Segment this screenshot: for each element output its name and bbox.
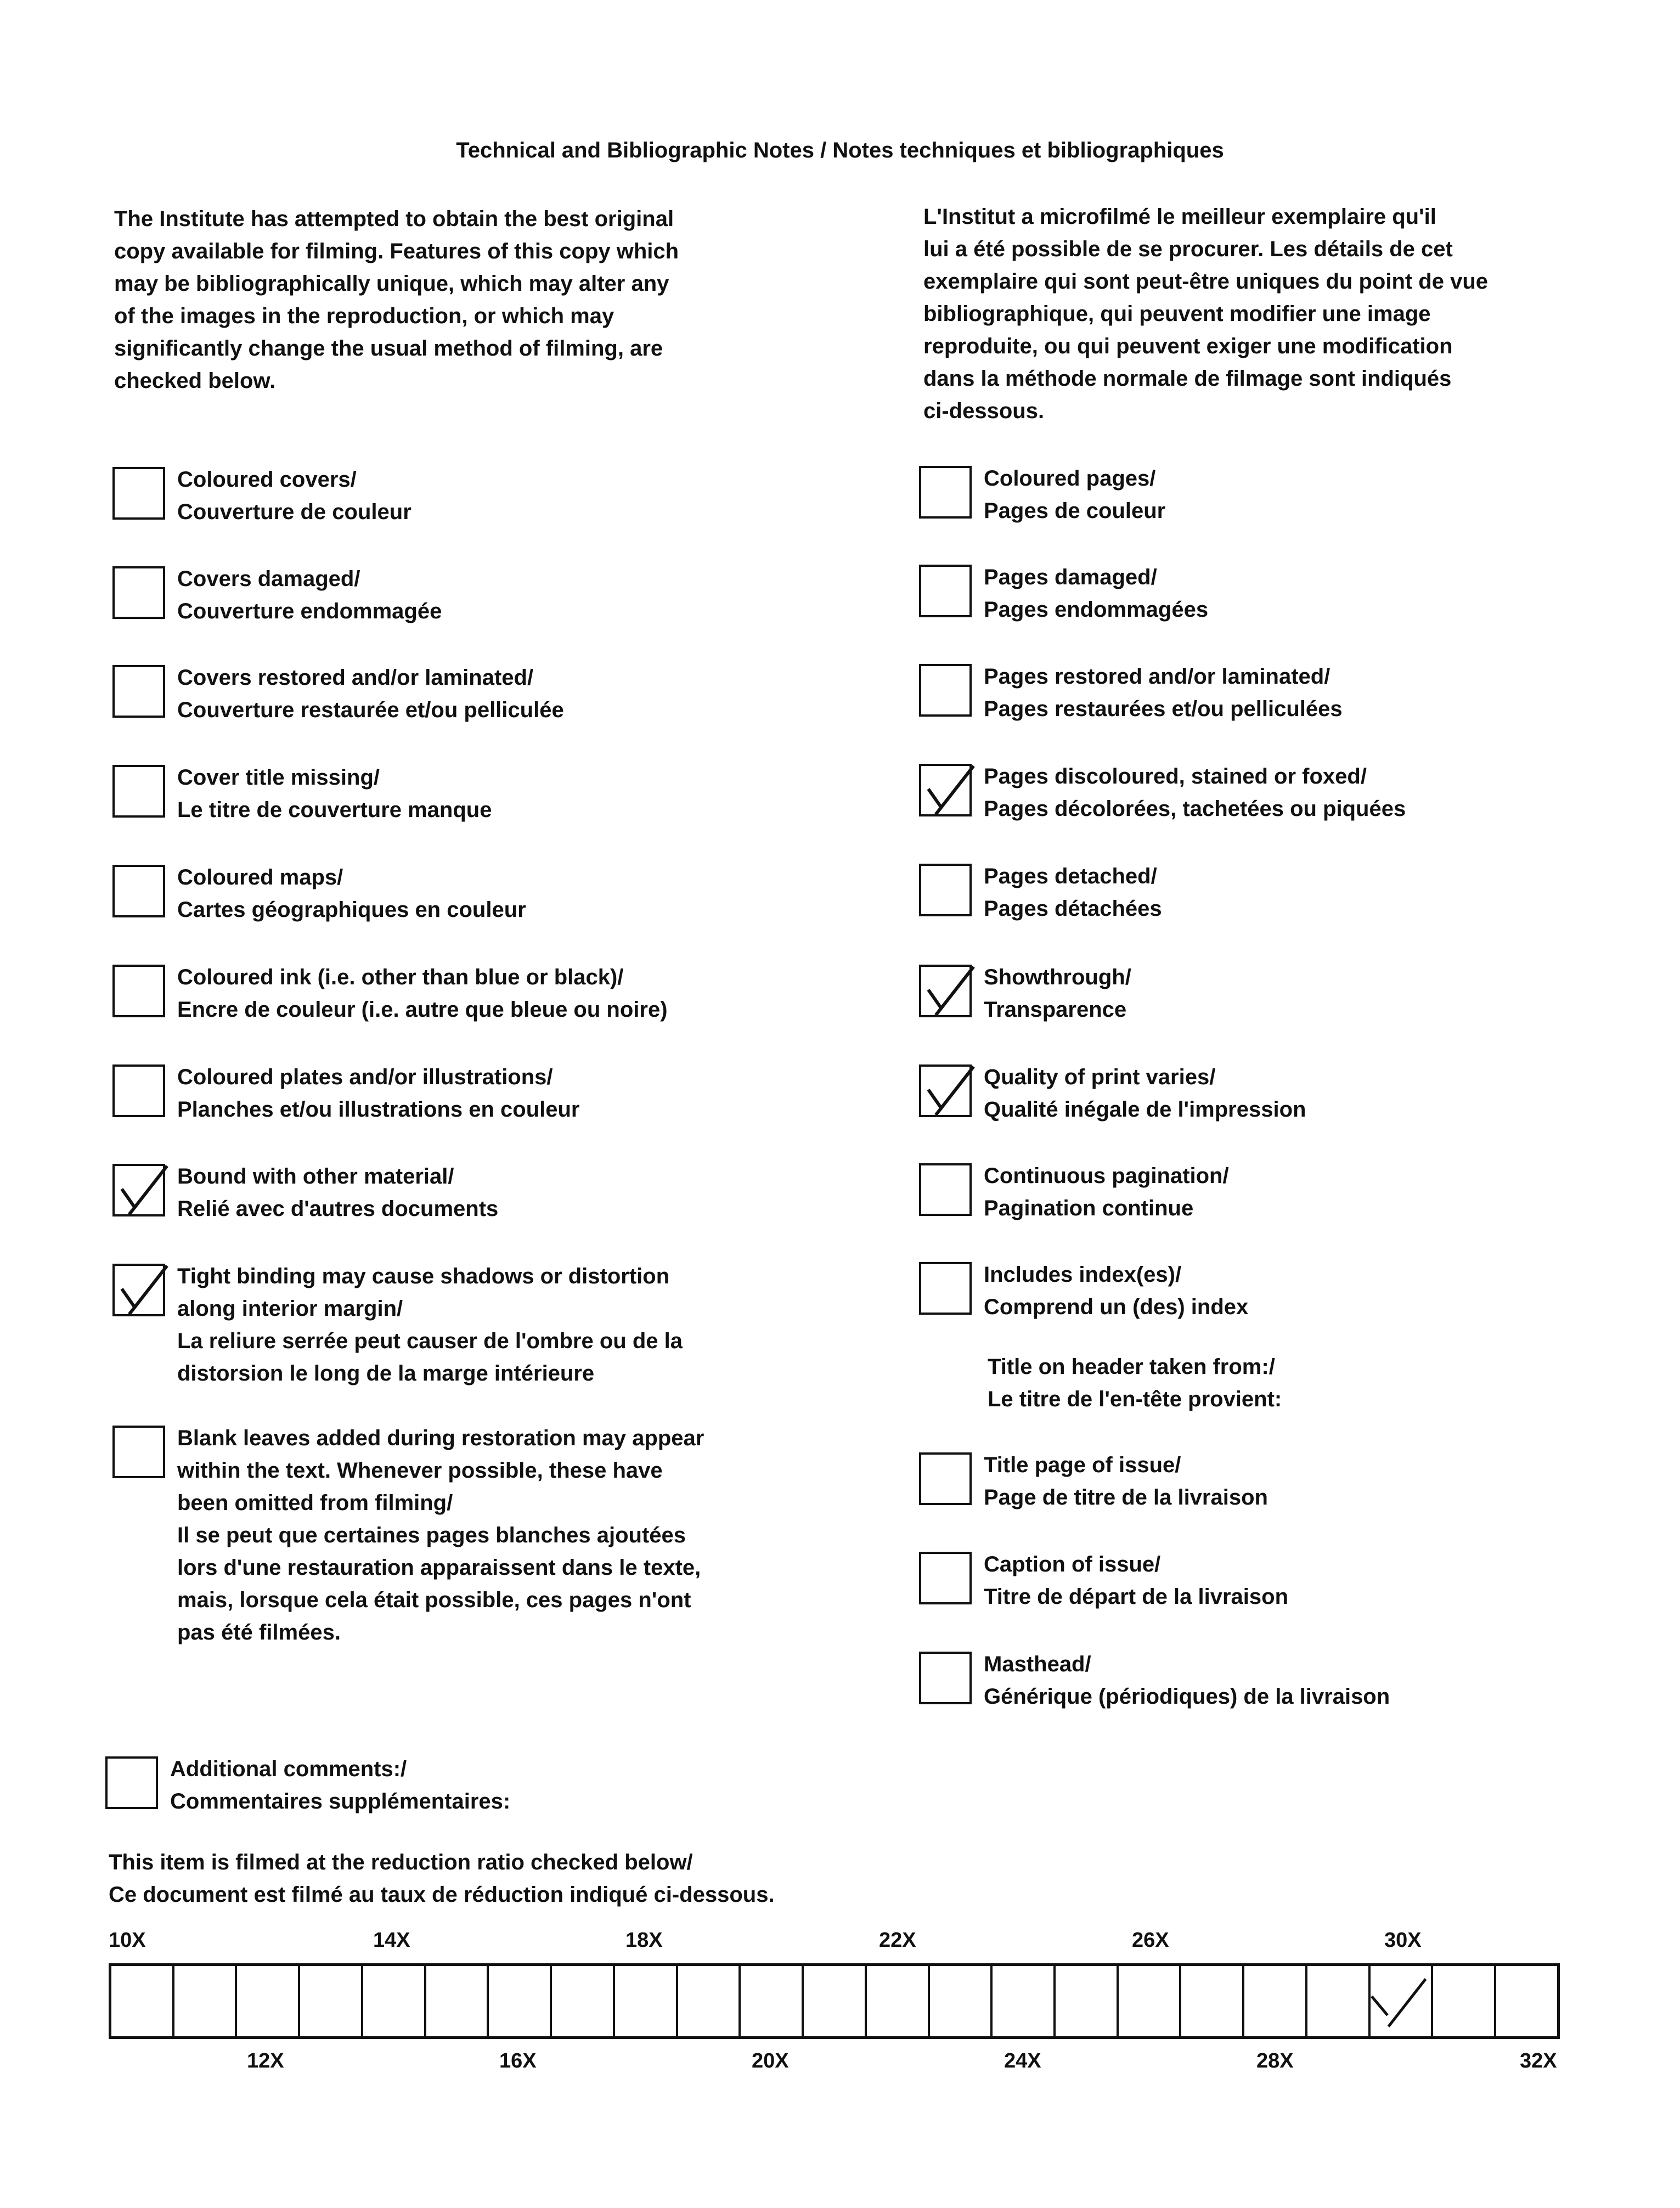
ratio-cell[interactable] — [426, 1966, 489, 2036]
ratio-cell[interactable] — [678, 1966, 741, 2036]
additional-comments-checkbox[interactable] — [105, 1756, 158, 1809]
checklist-label: Continuous pagination/ Pagination continue — [984, 1164, 1229, 1220]
ratio-label: 26X — [1132, 1929, 1169, 1952]
reduction-ratio-strip — [109, 1963, 1560, 2039]
checklist-label: Pages restored and/or laminated/ Pages restaurées et/ou pelliculées — [984, 664, 1343, 721]
checkbox[interactable] — [919, 1452, 972, 1505]
checkbox[interactable] — [919, 1262, 972, 1315]
ratio-cell[interactable] — [300, 1966, 363, 2036]
checklist-label: Coloured pages/ Pages de couleur — [984, 466, 1166, 523]
ratio-cell[interactable] — [1307, 1966, 1371, 2036]
checklist-label: Coloured plates and/or illustrations/ Planches et/ou illustrations en couleur — [177, 1065, 580, 1122]
checkbox[interactable] — [112, 765, 165, 818]
checked-checkbox[interactable] — [919, 965, 972, 1017]
checkbox[interactable] — [112, 566, 165, 619]
checkbox[interactable] — [112, 865, 165, 917]
ratio-cell[interactable] — [804, 1966, 867, 2036]
checklist-label: Pages detached/ Pages détachées — [984, 864, 1162, 921]
checklist-label: Blank leaves added during restoration may appear within the text. Whenever possible, these have been omitted from filming/ Il se peut que certaines pages blanches ajoutées lors d'une restauration apparaissent dans le texte, mais, lorsque cela était possible, ces pages n'ont pas été filmées. — [177, 1426, 704, 1644]
checkbox[interactable] — [919, 1652, 972, 1704]
checkbox[interactable] — [919, 664, 972, 717]
ratio-label: 16X — [499, 2049, 537, 2072]
intro-french: L'Institut a microfilmé le meilleur exemplaire qu'il lui a été possible de se procurer. Les détails de cet exemplaire qui sont peut-être uniques du point de vue bibliographique, qui peuvent modifier une image reproduite, ou qui peuvent exiger une modification dans la méthode normale de filmage sont indiqués ci-dessous. — [923, 205, 1489, 423]
ratio-cell[interactable] — [363, 1966, 426, 2036]
additional-comments-label: Additional comments:/ Commentaires supplémentaires: — [170, 1757, 511, 1813]
page-title: Technical and Bibliographic Notes / Notes techniques et bibliographiques — [456, 138, 1224, 162]
ratio-cell[interactable] — [1433, 1966, 1496, 2036]
ratio-label: 22X — [879, 1929, 916, 1952]
ratio-label: 32X — [1520, 2049, 1557, 2072]
checkbox[interactable] — [919, 1552, 972, 1604]
checklist-label: Masthead/ Générique (périodiques) de la livraison — [984, 1652, 1390, 1709]
checkbox[interactable] — [919, 864, 972, 916]
ratio-label: 10X — [109, 1929, 146, 1952]
checklist-label: Coloured ink (i.e. other than blue or black)/ Encre de couleur (i.e. autre que bleue ou noire) — [177, 965, 668, 1022]
checklist-label: Quality of print varies/ Qualité inégale de l'impression — [984, 1065, 1306, 1122]
checkbox[interactable] — [919, 565, 972, 617]
checklist-label: Pages discoloured, stained or foxed/ Pages décolorées, tachetées ou piquées — [984, 764, 1406, 821]
checklist-label: Includes index(es)/ Comprend un (des) index — [984, 1263, 1249, 1319]
intro-english: The Institute has attempted to obtain the best original copy available for filming. Features of this copy which may be bibliographically unique, which may alter any of the images in the reproduction, or which may significantly change the usual method of filming, are checked below. — [114, 207, 679, 393]
ratio-cell[interactable] — [174, 1966, 238, 2036]
ratio-cell[interactable] — [111, 1966, 174, 2036]
checklist-label: Covers damaged/ Couverture endommagée — [177, 567, 442, 623]
ratio-cell[interactable] — [1119, 1966, 1182, 2036]
checked-checkbox[interactable] — [919, 1064, 972, 1117]
ratio-label: 24X — [1004, 2049, 1041, 2072]
checked-checkbox[interactable] — [112, 1164, 165, 1216]
ratio-cell[interactable] — [237, 1966, 300, 2036]
ratio-cell[interactable] — [930, 1966, 993, 2036]
ratio-cell[interactable] — [1496, 1966, 1557, 2036]
ratio-label: 30X — [1384, 1929, 1422, 1952]
ratio-label: 28X — [1256, 2049, 1294, 2072]
checklist-label: Cover title missing/ Le titre de couverture manque — [177, 765, 492, 822]
checkbox[interactable] — [112, 1064, 165, 1117]
ratio-label: 12X — [247, 2049, 284, 2072]
ratio-label: 20X — [752, 2049, 789, 2072]
ratio-cell[interactable] — [1181, 1966, 1244, 2036]
reduction-note: This item is filmed at the reduction ratio checked below/ Ce document est filmé au taux de réduction indiqué ci-dessous. — [109, 1850, 775, 1907]
ratio-cell[interactable] — [993, 1966, 1056, 2036]
checkbox[interactable] — [112, 467, 165, 520]
ratio-cell[interactable] — [489, 1966, 552, 2036]
checkbox[interactable] — [112, 965, 165, 1017]
checkbox[interactable] — [919, 466, 972, 519]
ratio-cell[interactable] — [741, 1966, 804, 2036]
checklist-label: Coloured covers/ Couverture de couleur — [177, 467, 411, 524]
checklist-label: Coloured maps/ Cartes géographiques en couleur — [177, 865, 526, 922]
checklist-label: Caption of issue/ Titre de départ de la livraison — [984, 1552, 1288, 1609]
checked-checkbox[interactable] — [919, 764, 972, 816]
header-source-label: Title on header taken from:/ Le titre de l'en-tête provient: — [988, 1355, 1282, 1411]
ratio-cell[interactable] — [1244, 1966, 1307, 2036]
checkbox[interactable] — [112, 665, 165, 718]
checklist-label: Pages damaged/ Pages endommagées — [984, 565, 1209, 622]
checklist-label: Covers restored and/or laminated/ Couverture restaurée et/ou pelliculée — [177, 666, 564, 722]
checklist-label: Bound with other material/ Relié avec d'autres documents — [177, 1164, 499, 1221]
ratio-label: 14X — [373, 1929, 410, 1952]
ratio-cell[interactable] — [867, 1966, 930, 2036]
ratio-cell[interactable] — [1056, 1966, 1119, 2036]
checklist-label: Title page of issue/ Page de titre de la livraison — [984, 1453, 1268, 1509]
ratio-label: 18X — [625, 1929, 663, 1952]
ratio-cell[interactable] — [552, 1966, 615, 2036]
checklist-label: Showthrough/ Transparence — [984, 965, 1131, 1022]
ratio-cell-checked[interactable] — [1371, 1966, 1434, 2036]
checked-checkbox[interactable] — [112, 1264, 165, 1316]
checklist-label: Tight binding may cause shadows or distortion along interior margin/ La reliure serrée peut causer de l'ombre ou de la distorsion le long de la marge intérieure — [177, 1264, 683, 1385]
ratio-cell[interactable] — [615, 1966, 678, 2036]
checkbox[interactable] — [919, 1163, 972, 1216]
checkbox[interactable] — [112, 1426, 165, 1478]
